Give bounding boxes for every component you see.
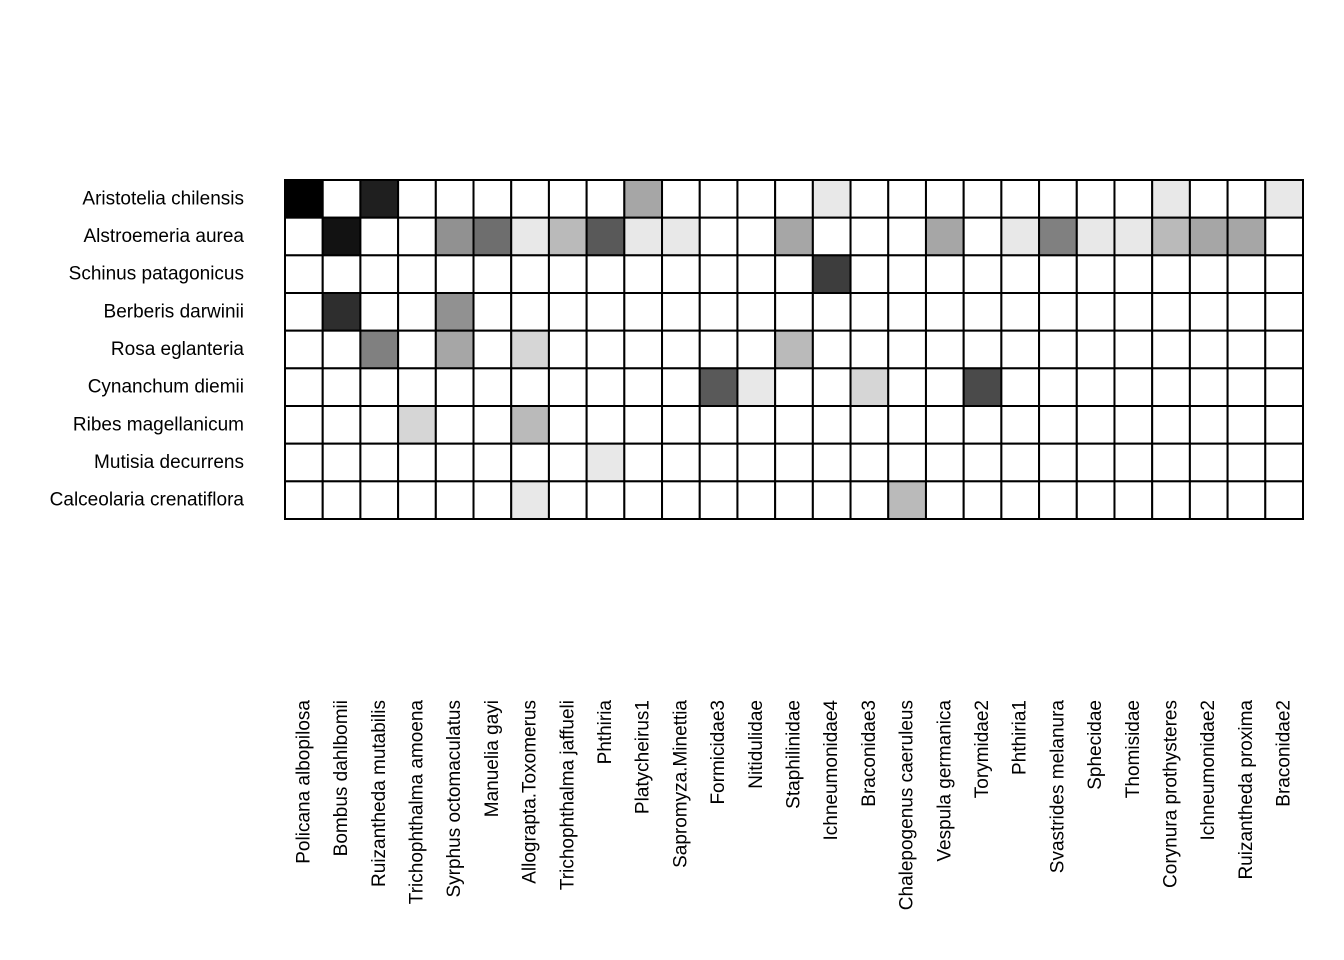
heatmap-cell [624, 368, 662, 406]
heatmap-cell [1265, 331, 1303, 369]
heatmap-cell [549, 331, 587, 369]
row-label-mutisia-decurrens: Mutisia decurrens [94, 452, 244, 473]
heatmap-cell [587, 293, 625, 331]
heatmap-cell [1265, 368, 1303, 406]
heatmap-cell [624, 481, 662, 519]
heatmap-cell [888, 293, 926, 331]
column-label-chalepogenus-caeruleus: Chalepogenus caeruleus [896, 700, 918, 911]
heatmap-cell [1001, 255, 1039, 293]
heatmap-cell [1190, 331, 1228, 369]
heatmap-cell [511, 255, 549, 293]
heatmap-cell [775, 180, 813, 218]
heatmap-cell [700, 293, 738, 331]
heatmap-cell [737, 218, 775, 256]
column-label-braconidae3: Braconidae3 [858, 700, 880, 807]
heatmap-cell [360, 255, 398, 293]
heatmap-cell [1190, 481, 1228, 519]
heatmap-cell [436, 255, 474, 293]
heatmap-cell [964, 331, 1002, 369]
heatmap-cell [1077, 218, 1115, 256]
heatmap-cell [1001, 444, 1039, 482]
heatmap-cell [1077, 255, 1115, 293]
heatmap-cell [1228, 331, 1266, 369]
heatmap-cell [549, 180, 587, 218]
heatmap-cell [587, 255, 625, 293]
heatmap-cell [775, 406, 813, 444]
heatmap-cell [1039, 368, 1077, 406]
heatmap-cell [1039, 293, 1077, 331]
heatmap-cell [511, 293, 549, 331]
column-label-ruizantheda-mutabilis: Ruizantheda mutabilis [368, 700, 390, 887]
heatmap-cell [813, 481, 851, 519]
column-labels [293, 700, 1294, 911]
column-label-thomisidae: Thomisidae [1122, 700, 1144, 799]
heatmap-cell [1039, 255, 1077, 293]
heatmap-cell [813, 368, 851, 406]
heatmap-cell [964, 444, 1002, 482]
heatmap-cell [1152, 331, 1190, 369]
heatmap-cell [813, 331, 851, 369]
heatmap-cell [1039, 218, 1077, 256]
heatmap-cell [926, 331, 964, 369]
heatmap-cell [813, 406, 851, 444]
heatmap-cell [1039, 331, 1077, 369]
heatmap-cell [511, 218, 549, 256]
heatmap-cell [474, 368, 512, 406]
heatmap-cell [1190, 406, 1228, 444]
column-label-formicidae3: Formicidae3 [708, 700, 730, 805]
heatmap-cell [549, 368, 587, 406]
heatmap-cell [360, 180, 398, 218]
column-label-ruizantheda-proxima: Ruizantheda proxima [1235, 700, 1257, 880]
heatmap-cell [662, 406, 700, 444]
heatmap-cell [474, 444, 512, 482]
heatmap-cell [700, 218, 738, 256]
heatmap-cell [436, 368, 474, 406]
heatmap-cell [775, 481, 813, 519]
heatmap-cell [1077, 406, 1115, 444]
row-label-cynanchum-diemii: Cynanchum diemii [87, 376, 244, 398]
heatmap-cell [1114, 293, 1152, 331]
heatmap-cell [964, 180, 1002, 218]
heatmap-cell [964, 368, 1002, 406]
heatmap-cell [1001, 481, 1039, 519]
heatmap-cell [1152, 218, 1190, 256]
column-label-manuelia-gayi: Manuelia gayi [481, 700, 503, 818]
heatmap-cell [285, 481, 323, 519]
heatmap-cell [511, 406, 549, 444]
heatmap-cell [888, 481, 926, 519]
heatmap-cell [436, 481, 474, 519]
heatmap-cell [926, 255, 964, 293]
heatmap-cell [964, 481, 1002, 519]
column-label-trichophthalma-amoena: Trichophthalma amoena [406, 700, 428, 905]
heatmap-cell [1077, 368, 1115, 406]
heatmap-cell [398, 218, 436, 256]
heatmap-cell [1152, 368, 1190, 406]
heatmap-cell [1265, 406, 1303, 444]
heatmap-cell [323, 255, 361, 293]
heatmap-cell [775, 331, 813, 369]
heatmap-cell [775, 293, 813, 331]
heatmap-cell [398, 481, 436, 519]
heatmap-cell [474, 293, 512, 331]
heatmap-cell [1114, 481, 1152, 519]
column-label-vespula-germanica: Vespula germanica [934, 700, 956, 862]
row-label-ribes-magellanicum: Ribes magellanicum [72, 414, 244, 436]
heatmap-cell [1152, 444, 1190, 482]
heatmap-cell [624, 255, 662, 293]
heatmap-cell [398, 180, 436, 218]
heatmap-cell [624, 331, 662, 369]
heatmap-cell [587, 368, 625, 406]
heatmap-cell [964, 255, 1002, 293]
column-label-sphecidae: Sphecidae [1085, 700, 1107, 790]
heatmap-cell [587, 444, 625, 482]
heatmap-cell [1001, 331, 1039, 369]
heatmap-cell [285, 406, 323, 444]
heatmap-cell [1190, 368, 1228, 406]
heatmap-cell [624, 406, 662, 444]
heatmap-cell [700, 481, 738, 519]
heatmap-cell [888, 180, 926, 218]
heatmap-cell [851, 444, 889, 482]
heatmap-cell [587, 481, 625, 519]
heatmap-cell [737, 331, 775, 369]
heatmap-cell [323, 331, 361, 369]
heatmap-cell [813, 218, 851, 256]
heatmap-cell [549, 218, 587, 256]
heatmap-cell [851, 293, 889, 331]
heatmap-cell [737, 481, 775, 519]
heatmap-cell [737, 180, 775, 218]
heatmap-cell [851, 368, 889, 406]
column-label-ichneumonidae4: Ichneumonidae4 [821, 700, 843, 841]
heatmap-cell [1228, 481, 1266, 519]
heatmap-cell [737, 406, 775, 444]
heatmap-cell [1152, 481, 1190, 519]
heatmap-cell [549, 406, 587, 444]
heatmap-cell [360, 406, 398, 444]
heatmap-cell [851, 255, 889, 293]
heatmap-cell [888, 218, 926, 256]
row-label-berberis-darwinii: Berberis darwinii [103, 301, 244, 323]
heatmap-cell [662, 180, 700, 218]
heatmap-cell [436, 331, 474, 369]
heatmap-cell [775, 444, 813, 482]
heatmap-cell [474, 255, 512, 293]
heatmap-cell [813, 180, 851, 218]
heatmap-cell [1114, 406, 1152, 444]
heatmap-cell [624, 444, 662, 482]
heatmap-cell [1228, 218, 1266, 256]
heatmap-cell [851, 481, 889, 519]
heatmap-cell [1228, 368, 1266, 406]
heatmap-cell [436, 293, 474, 331]
heatmap-cell [1228, 406, 1266, 444]
heatmap-cell [474, 406, 512, 444]
heatmap-cell [1001, 406, 1039, 444]
heatmap-cell [285, 293, 323, 331]
heatmap-cell [775, 218, 813, 256]
heatmap-cell [1001, 180, 1039, 218]
column-label-braconidae2: Braconidae2 [1273, 700, 1295, 807]
heatmap-cell [1114, 180, 1152, 218]
heatmap-cell [700, 406, 738, 444]
heatmap-cell [662, 368, 700, 406]
heatmap-cell [926, 293, 964, 331]
heatmap-cell [888, 444, 926, 482]
heatmap-cell [1190, 180, 1228, 218]
heatmap-cell [1265, 444, 1303, 482]
column-label-bombus-dahlbomii: Bombus dahlbomii [331, 700, 353, 857]
heatmap-cell [1039, 481, 1077, 519]
row-label-rosa-eglanteria: Rosa eglanteria [110, 339, 244, 360]
heatmap-cells [285, 180, 1303, 519]
heatmap-cell [323, 481, 361, 519]
row-label-calceolaria-crenatiflora: Calceolaria crenatiflora [49, 489, 244, 511]
heatmap-cell [813, 444, 851, 482]
column-label-corynura-prothysteres: Corynura prothysteres [1160, 700, 1182, 888]
column-label-ichneumonidae2: Ichneumonidae2 [1198, 700, 1220, 841]
heatmap-cell [323, 218, 361, 256]
heatmap-cell [1152, 293, 1190, 331]
heatmap-cell [851, 180, 889, 218]
column-label-torymidae2: Torymidae2 [972, 700, 994, 799]
heatmap-cell [511, 481, 549, 519]
column-label-platycheirus1: Platycheirus1 [632, 700, 654, 815]
heatmap-cell [1114, 218, 1152, 256]
heatmap-cell [549, 255, 587, 293]
heatmap-cell [1152, 255, 1190, 293]
heatmap-cell [1265, 255, 1303, 293]
heatmap-cell [700, 444, 738, 482]
heatmap-cell [511, 444, 549, 482]
heatmap-cell [1265, 218, 1303, 256]
heatmap-cell [926, 481, 964, 519]
heatmap-cell [926, 180, 964, 218]
heatmap-cell [549, 293, 587, 331]
heatmap-cell [737, 255, 775, 293]
heatmap-cell [285, 368, 323, 406]
heatmap-cell [851, 331, 889, 369]
heatmap-cell [474, 331, 512, 369]
heatmap-cell [1077, 444, 1115, 482]
heatmap-cell [1001, 218, 1039, 256]
heatmap-cell [1152, 180, 1190, 218]
heatmap-cell [398, 293, 436, 331]
heatmap-cell [285, 255, 323, 293]
heatmap-cell [926, 218, 964, 256]
heatmap-cell [737, 444, 775, 482]
heatmap-cell [888, 331, 926, 369]
heatmap-cell [624, 293, 662, 331]
heatmap-cell [323, 406, 361, 444]
heatmap-cell [1114, 255, 1152, 293]
heatmap-cell [549, 444, 587, 482]
heatmap-cell [398, 255, 436, 293]
heatmap-cell [964, 218, 1002, 256]
heatmap-cell [511, 331, 549, 369]
heatmap-cell [662, 444, 700, 482]
heatmap-cell [285, 444, 323, 482]
heatmap-cell [1114, 331, 1152, 369]
row-label-alstroemeria-aurea: Alstroemeria aurea [83, 226, 244, 247]
heatmap-cell [888, 368, 926, 406]
heatmap-cell [926, 444, 964, 482]
heatmap-cell [700, 180, 738, 218]
heatmap-cell [323, 180, 361, 218]
heatmap-cell [474, 481, 512, 519]
row-labels [50, 188, 245, 510]
column-label-phthiria: Phthiria [594, 700, 616, 765]
heatmap-cell [700, 368, 738, 406]
column-label-staphilinidae: Staphilinidae [783, 700, 805, 809]
heatmap-cell [1114, 368, 1152, 406]
heatmap-cell [964, 406, 1002, 444]
heatmap-cell [398, 444, 436, 482]
heatmap-cell [851, 218, 889, 256]
heatmap-cell [436, 444, 474, 482]
heatmap-cell [662, 293, 700, 331]
heatmap-cell [700, 331, 738, 369]
heatmap-cell [398, 331, 436, 369]
heatmap-cell [360, 218, 398, 256]
heatmap-cell [1228, 180, 1266, 218]
heatmap-cell [737, 293, 775, 331]
heatmap-cell [888, 406, 926, 444]
heatmap-cell [360, 331, 398, 369]
column-label-nitidulidae: Nitidulidae [745, 700, 767, 789]
heatmap-cell [775, 368, 813, 406]
heatmap-cell [1039, 180, 1077, 218]
heatmap-cell [1265, 481, 1303, 519]
heatmap-cell [511, 368, 549, 406]
heatmap-cell [436, 406, 474, 444]
heatmap-cell [662, 255, 700, 293]
heatmap-cell [662, 331, 700, 369]
heatmap-cell [1114, 444, 1152, 482]
heatmap-cell [360, 368, 398, 406]
heatmap-cell [285, 180, 323, 218]
heatmap-cell [662, 481, 700, 519]
heatmap-cell [700, 255, 738, 293]
heatmap-cell [360, 293, 398, 331]
row-label-schinus-patagonicus: Schinus patagonicus [68, 263, 244, 285]
column-label-svastrides-melanura: Svastrides melanura [1047, 700, 1069, 874]
column-label-policana-albopilosa: Policana albopilosa [293, 700, 315, 864]
heatmap-cell [511, 180, 549, 218]
heatmap-cell [285, 331, 323, 369]
heatmap-cell [926, 406, 964, 444]
heatmap-cell [398, 406, 436, 444]
heatmap-cell [587, 406, 625, 444]
heatmap-cell [360, 481, 398, 519]
heatmap-cell [1228, 293, 1266, 331]
heatmap-cell [662, 218, 700, 256]
heatmap-cell [587, 218, 625, 256]
heatmap-cell [1228, 444, 1266, 482]
heatmap-cell [624, 218, 662, 256]
heatmap-cell [1265, 180, 1303, 218]
heatmap-cell [323, 444, 361, 482]
heatmap-cell [1190, 218, 1228, 256]
heatmap-cell [1190, 444, 1228, 482]
heatmap-cell [1265, 293, 1303, 331]
heatmap-cell [587, 180, 625, 218]
heatmap-cell [1001, 293, 1039, 331]
heatmap-cell [813, 255, 851, 293]
heatmap-cell [813, 293, 851, 331]
heatmap-cell [323, 293, 361, 331]
heatmap-cell [1077, 481, 1115, 519]
column-label-trichophthalma-jaffueli: Trichophthalma jaffueli [557, 700, 579, 891]
heatmap-cell [851, 406, 889, 444]
heatmap-cell [1077, 180, 1115, 218]
heatmap-cell [549, 481, 587, 519]
column-label-phthiria1: Phthiria1 [1009, 699, 1031, 775]
heatmap-cell [1152, 406, 1190, 444]
heatmap-cell [436, 218, 474, 256]
heatmap-cell [1001, 368, 1039, 406]
heatmap-cell [474, 218, 512, 256]
heatmap-cell [474, 180, 512, 218]
heatmap-cell [1228, 255, 1266, 293]
heatmap-cell [775, 255, 813, 293]
heatmap-cell [587, 331, 625, 369]
heatmap-cell [624, 180, 662, 218]
row-label-aristotelia-chilensis: Aristotelia chilensis [82, 188, 244, 210]
heatmap-cell [1190, 255, 1228, 293]
heatmap-cell [1039, 406, 1077, 444]
heatmap-cell [360, 444, 398, 482]
heatmap-cell [926, 368, 964, 406]
heatmap-cell [1039, 444, 1077, 482]
heatmap-cell [285, 218, 323, 256]
heatmap-cell [888, 255, 926, 293]
column-label-sapromyza-minettia: Sapromyza.Minettia [670, 700, 692, 868]
heatmap-cell [398, 368, 436, 406]
column-label-allograpta-toxomerus: Allograpta.Toxomerus [519, 700, 541, 884]
heatmap-cell [1077, 331, 1115, 369]
heatmap-cell [1190, 293, 1228, 331]
heatmap-cell [323, 368, 361, 406]
heatmap-cell [436, 180, 474, 218]
heatmap-cell [1077, 293, 1115, 331]
column-label-syrphus-octomaculatus: Syrphus octomaculatus [444, 700, 466, 898]
heatmap-cell [737, 368, 775, 406]
heatmap-cell [964, 293, 1002, 331]
